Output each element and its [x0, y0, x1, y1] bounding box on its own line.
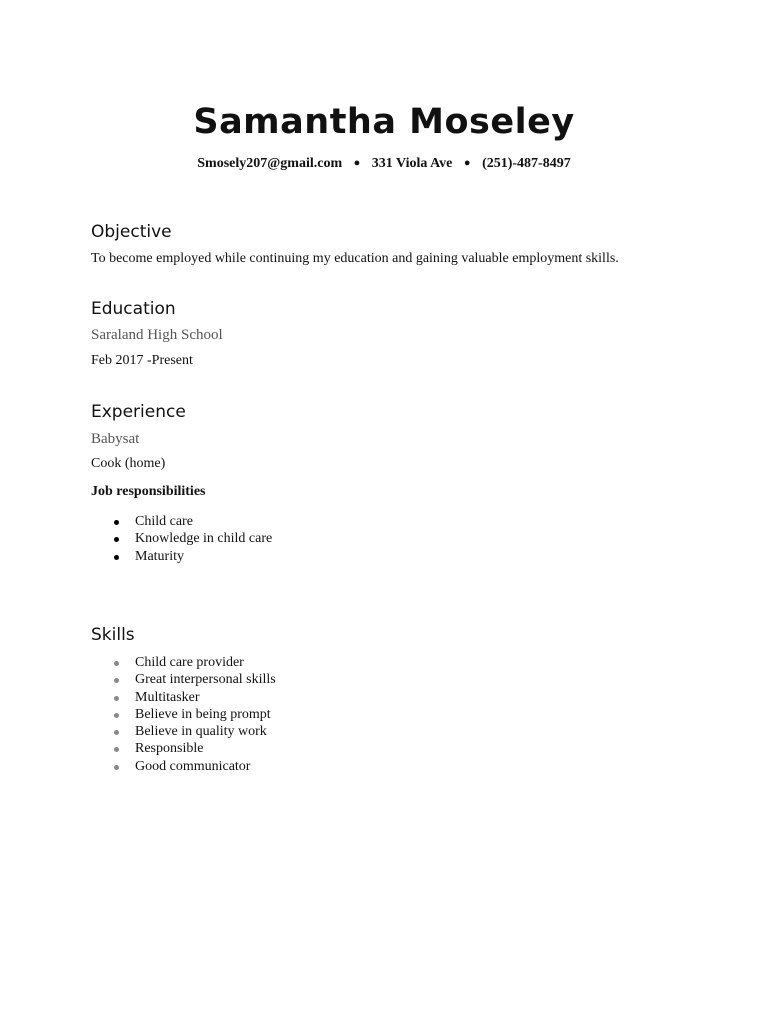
experience-heading: Experience [91, 402, 186, 422]
list-item-text: Knowledge in child care [135, 531, 273, 547]
list-item-text: Believe in quality work [135, 724, 267, 740]
list-item-text: Maturity [135, 548, 184, 564]
bullet-icon [114, 520, 119, 525]
list-item [91, 723, 276, 740]
skills-list [91, 654, 276, 775]
contact-address: 331 Viola Ave [371, 156, 453, 171]
list-item [91, 513, 272, 530]
list-item [91, 689, 276, 706]
list-item-text: Responsible [135, 741, 204, 757]
list-item [91, 758, 276, 775]
education-school: Saraland High School [91, 327, 223, 343]
list-item [91, 530, 272, 547]
resume-name: Samantha Moseley [193, 102, 575, 142]
list-item [91, 671, 276, 688]
education-dates: Feb 2017 -Present [91, 353, 193, 368]
bullet-separator-icon: ● [463, 157, 471, 169]
list-item [91, 654, 276, 671]
bullet-separator-icon: ● [353, 157, 361, 169]
list-item-text: Child care [135, 514, 193, 529]
bullet-icon [114, 765, 119, 770]
education-heading: Education [91, 299, 176, 319]
contact-line [0, 156, 768, 172]
skills-heading: Skills [91, 625, 135, 645]
bullet-icon [114, 747, 119, 752]
responsibilities-list [91, 513, 272, 565]
objective-text: To become employed while continuing my education and gaining valuable employment skills. [91, 251, 619, 266]
bullet-icon [114, 713, 119, 718]
list-item [91, 740, 276, 757]
job-responsibilities-label: Job responsibilities [91, 484, 206, 499]
list-item-text: Believe in being prompt [135, 706, 271, 722]
list-item [91, 706, 276, 723]
bullet-icon [114, 696, 119, 701]
contact-email: Smosely207@gmail.com [197, 156, 343, 171]
bullet-icon [114, 537, 119, 542]
list-item-text: Child care provider [135, 655, 244, 670]
bullet-icon [114, 661, 119, 666]
experience-role-babysat: Babysat [91, 431, 140, 447]
objective-heading: Objective [91, 222, 172, 242]
bullet-icon [114, 730, 119, 735]
bullet-icon [114, 555, 119, 560]
list-item-text: Great interpersonal skills [135, 672, 276, 688]
list-item [91, 548, 272, 565]
list-item-text: Multitasker [135, 689, 200, 705]
contact-phone: (251)-487-8497 [482, 156, 571, 171]
experience-role-cook: Cook (home) [91, 456, 166, 471]
list-item-text: Good communicator [135, 758, 251, 774]
bullet-icon [114, 678, 119, 683]
